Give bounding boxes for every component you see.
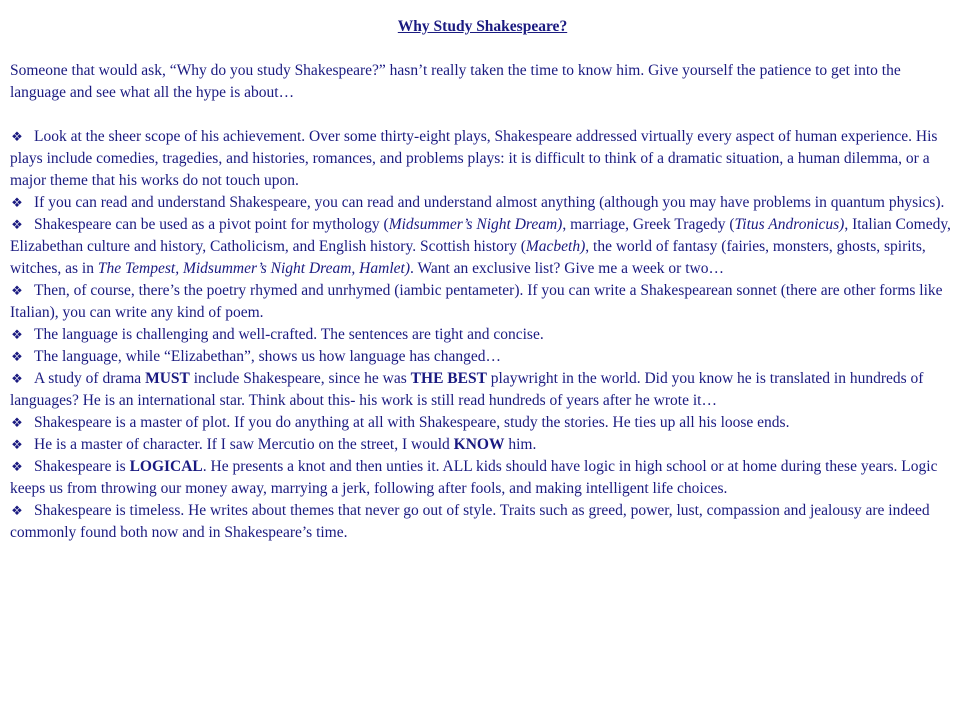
bullet-text: Shakespeare is timeless. He writes about themes that never go out of style. Traits such as greed, power, lust, compassion and jealousy are indeed commonly found both now and in Shakespeare’s time. — [10, 502, 930, 541]
play-title: Macbeth) — [525, 238, 586, 255]
bullet-text: Shakespeare is — [34, 458, 130, 475]
bullet-item-timeless — [10, 500, 955, 544]
bullet-item-poetry — [10, 280, 955, 324]
emphasis-text: LOGICAL — [129, 458, 203, 475]
bullet-text: Shakespeare can be used as a pivot point for mythology ( — [34, 216, 389, 233]
bullet-text: A study of drama — [34, 370, 146, 387]
bullet-text: , the world of fantasy (fairies, monsters, ghosts, spirits, witches, as in — [10, 238, 926, 277]
bullet-list — [10, 126, 955, 544]
play-title: Titus Andronicus) — [734, 216, 845, 233]
bullet-text: The language is challenging and well-crafted. The sentences are tight and concise. — [34, 326, 544, 343]
bullet-text: playwright in the world. Did you know he is translated in hundreds of languages? He is an international star. Think about this- his work is still read hundreds of years after he wrote it… — [10, 370, 924, 409]
bullet-item-language-challenging — [10, 324, 955, 346]
bullet-item-scope — [10, 126, 955, 192]
bullet-text: him. — [504, 436, 537, 453]
bullet-item-plot — [10, 412, 955, 434]
bullet-item-drama — [10, 368, 955, 412]
diamond-bullet-icon: ❖ — [11, 459, 23, 474]
bullet-item-logical — [10, 456, 955, 500]
emphasis-text: THE BEST — [410, 370, 487, 387]
bullet-text: Shakespeare is a master of plot. If you do anything at all with Shakespeare, study the stories. He ties up all his loose ends. — [34, 414, 790, 431]
bullet-text: , Italian Comedy, Elizabethan culture and history, Catholicism, and English history. Scottish history ( — [10, 216, 951, 255]
diamond-bullet-icon: ❖ — [11, 371, 23, 386]
bullet-item-language-changed — [10, 346, 955, 368]
bullet-text: The language, while “Elizabethan”, shows us how language has changed… — [34, 348, 501, 365]
bullet-item-pivot-point — [10, 214, 955, 280]
play-title: The Tempest, Midsummer’s Night Dream, Hamlet) — [97, 260, 410, 277]
diamond-bullet-icon: ❖ — [11, 195, 23, 210]
bullet-text: Then, of course, there’s the poetry rhymed and unrhymed (iambic pentameter). If you can write a Shakespearean sonnet (there are other forms like Italian), you can write any kind of poem. — [10, 282, 943, 321]
diamond-bullet-icon: ❖ — [11, 349, 23, 364]
intro-paragraph: Someone that would ask, “Why do you study Shakespeare?” hasn’t really taken the time to know him. Give yourself the patience to get into the language and see what all the hype is about… — [10, 62, 901, 101]
document-page — [10, 16, 955, 544]
bullet-text: If you can read and understand Shakespeare, you can read and understand almost anything (although you may have problems in quantum physics). — [34, 194, 945, 211]
bullet-text: Look at the sheer scope of his achievement. Over some thirty-eight plays, Shakespeare addressed virtually every aspect of human experience. His plays include comedies, tragedies, and histories, romances, and problems plays: it is difficult to think of a dramatic situation, a human dilemma, or a major theme that his works do not touch upon. — [10, 128, 938, 189]
diamond-bullet-icon: ❖ — [11, 415, 23, 430]
bullet-item-read-anything — [10, 192, 955, 214]
diamond-bullet-icon: ❖ — [11, 129, 23, 144]
diamond-bullet-icon: ❖ — [11, 437, 23, 452]
diamond-bullet-icon: ❖ — [11, 503, 23, 518]
bullet-item-character — [10, 434, 955, 456]
bullet-text: include Shakespeare, since he was — [189, 370, 411, 387]
bullet-text: , marriage, Greek Tragedy ( — [562, 216, 735, 233]
bullet-text: . He presents a knot and then unties it. ALL kids should have logic in high school or at home during these years. Logic keeps us from throwing our money away, marrying a jerk, following after fools, and making intelligent life choices. — [10, 458, 938, 497]
diamond-bullet-icon: ❖ — [11, 283, 23, 298]
page-title: Why Study Shakespeare? — [397, 18, 568, 35]
play-title: Midsummer’s Night Dream) — [388, 216, 563, 233]
emphasis-text: MUST — [145, 370, 190, 387]
emphasis-text: KNOW — [453, 436, 505, 453]
diamond-bullet-icon: ❖ — [11, 327, 23, 342]
bullet-text: . Want an exclusive list? Give me a week or two… — [409, 260, 724, 277]
diamond-bullet-icon: ❖ — [11, 217, 23, 232]
bullet-text: He is a master of character. If I saw Mercutio on the street, I would — [34, 436, 454, 453]
